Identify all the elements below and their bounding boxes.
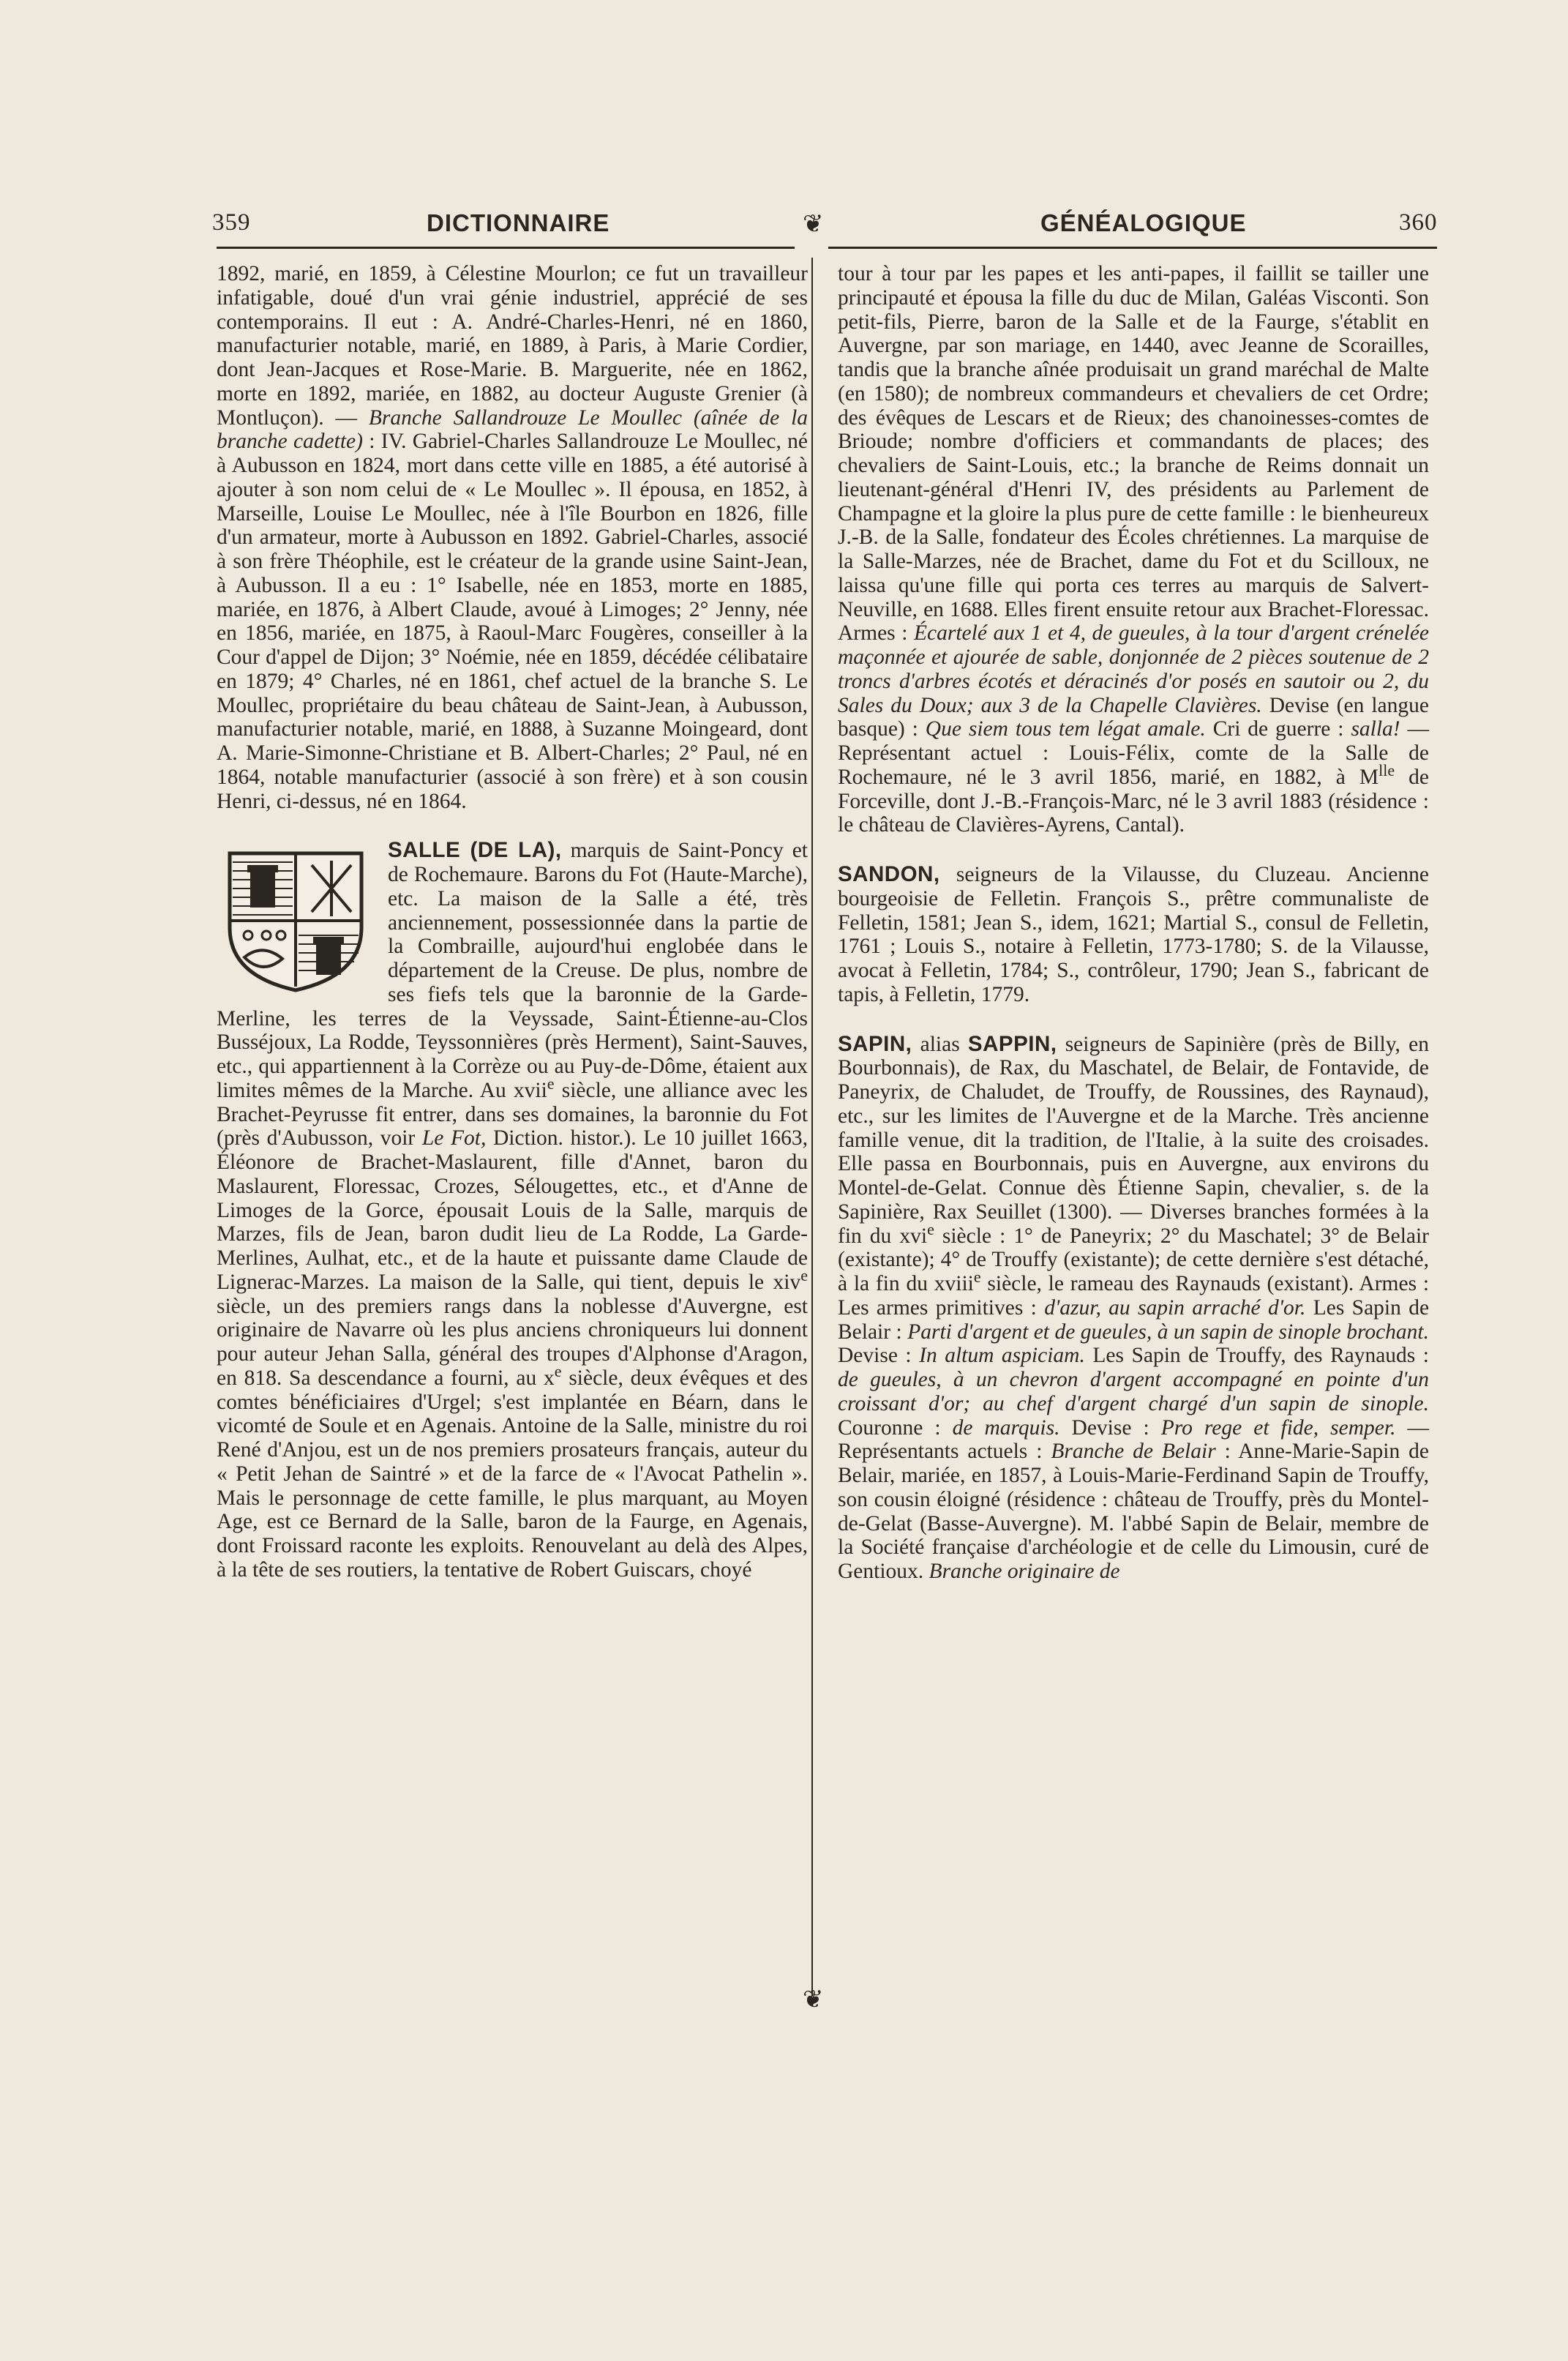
right-column	[838, 262, 1429, 1584]
header-title-right: GÉNÉALOGIQUE	[1040, 209, 1247, 236]
left-column	[217, 262, 808, 1582]
entry-sandon: SANDON, seigneurs de la Vilausse, du Cluzeau. Ancienne bourgeoisie de Felletin. François S., prêtre communaliste de Felletin, 1581; Jean S., idem, 1621; Martial S., consul de Felletin, 1761 ; Louis S., notaire à Felletin, 1773-1780; S. de la Vilausse, avocat à Felletin, 1784; S., contrôleur, 1790; Jean S., fabricant de tapis, à Felletin, 1779.	[838, 862, 1429, 1006]
entry-salle: SALLE (DE LA), marquis de Saint-Poncy et de Rochemaure. Barons du Fot (Haute-Marche), etc. La maison de la Salle a été, très anciennement, possessionnée dans la partie de la Combraille, aujourd'hui englobée dans le département de la Creuse. De plus, nombre de ses fiefs tels que la baronnie de la Garde-Merline, les terres de la Veyssade, Saint-Étienne-au-Clos Busséjoux, La Rodde, Teyssonnières (près Herment), Saint-Sauves, etc., qui appartiennent à la Corrèze ou au Puy-de-Dôme, étaient aux limites mêmes de la Marche. Au xvii$^e$ siècle, une alliance avec les Brachet-Peyrusse fit entrer, dans ses domaines, la baronnie du Fot (près d'Aubusson, voir Le Fot, Diction. histor.). Le 10 juillet 1663, Éléonore de Brachet-Maslaurent, fille d'Annet, baron du Maslaurent, Floressac, Crozes, Sélougettes, etc., et d'Anne de Limoges de la Gorce, épousait Louis de la Salle, marquis de Marzes, fils de Jean, baron dudit lieu de La Rodde, La Garde-Merlines, Aulhat, etc., et de la haute et puissante dame Claude de Lignerac-Marzes. La maison de la Salle, qui tient, depuis le xiv$^e$ siècle, un des premiers rangs dans la noblesse d'Auvergne, est originaire de Navarre où les plus anciens chroniqueurs lui donnent pour auteur Jehan Salla, général des troupes d'Alphonse d'Aragon, en 818. Sa descendance a fourni, au $x^e$ siècle, deux évêques et des comtes bénéficiaires d'Urgel; s'est implantée en Béarn, dans le vicomté de Soule et en Agenais. Antoine de la Salle, ministre du roi René d'Anjou, est un de nos premiers prosateurs français, auteur du « Petit Jehan de Saintré » et de la farce de « l'Avocat Pathelin ». Mais le personnage de cette famille, le plus marquant, au Moyen Age, est ce Bernard de la Salle, baron de la Faurge, en Agenais, dont Froissard raconte les exploits. Renouvelant au delà des Alpes, à la tête de ses routiers, la tentative de Robert Guiscars, choyé	[217, 838, 809, 1582]
paragraph: 1892, marié, en 1859, à Célestine Mourlon; ce fut un travailleur infatigable, doué d'un vrai génie industriel, apprécié de ses contemporains. Il eut : A. André-Charles-Henri, né en 1860, manufacturier notable, marié, en 1889, à Paris, à Marie Cordier, dont Jean-Jacques et Rose-Marie. B. Marguerite, née en 1862, morte en 1892, mariée, en 1882, au docteur Auguste Grenier (à Montluçon). — Branche Sallandrouze Le Moullec (aînée de la branche cadette) : IV. Gabriel-Charles Sallandrouze Le Moullec, né à Aubusson en 1824, mort dans cette ville en 1885, a été autorisé à ajouter à son nom celui de « Le Moullec ». Il épousa, en 1852, à Marseille, Louise Le Moullec, née à l'île Bourbon en 1826, fille d'un armateur, morte à Aubusson en 1892. Gabriel-Charles, associé à son frère Théophile, est le créateur de la grande usine Saint-Jean, à Aubusson. Il a eu : 1° Isabelle, née en 1853, morte en 1885, mariée, en 1876, à Albert Claude, avoué à Limoges; 2° Jenny, née en 1856, mariée, en 1875, à Raoul-Marc Fougères, conseiller à la Cour d'appel de Dijon; 3° Noémie, née en 1859, décédée célibataire en 1879; 4° Charles, né en 1861, chef actuel de la branche S. Le Moullec, propriétaire du beau château de Saint-Jean, à Aubusson, manufacturier notable, marié, en 1888, à Suzanne Moingeard, dont A. Marie-Simonne-Christiane et B. Albert-Charles; 2° Paul, né en 1864, notable manufacturier (associé à son frère) et à son cousin Henri, ci-dessus, né en 1864.	[217, 262, 809, 813]
entry-salle-continued: tour à tour par les papes et les anti-papes, il faillit se tailler une principauté et épousa la fille du duc de Milan, Galéas Visconti. Son petit-fils, Pierre, baron de la Salle et de la Faurge, s'établit en Auvergne, par son mariage, en 1440, avec Jeanne de Scorailles, tandis que la branche aînée produisait un grand maréchal de Malte (en 1580); de nombreux commandeurs et chevaliers de cet Ordre; des évêques de Lescars et de Rieux; des chanoinesses-comtes de Brioude; nombre d'officiers et commandants de places; des chevaliers de Saint-Louis, etc.; la branche de Reims donnait un lieutenant-général d'Henri IV, des présidents au Parlement de Champagne et la gloire la plus pure de cette famille : le bienheureux J.-B. de la Salle, fondateur des Écoles chrétiennes. La marquise de la Salle-Marzes, née de Brachet, dame du Fot et du Scilloux, ne laissa qu'une fille qui porta ces terres au marquis de Salvert-Neuville, en 1688. Elles firent ensuite retour aux Brachet-Floressac. Armes : Écartelé aux 1 et 4, de gueules, à la tour d'argent crénelée maçonnée et ajourée de sable, donjonnée de 2 pièces soutenue de 2 troncs d'arbres écotés et déracinés d'or posés en sautoir ou 2, du Sales du Doux; aux 3 de la Chapelle Clavières. Devise (en langue basque) : Que siem tous tem légat amale. Cri de guerre : salla! — Représentant actuel : Louis-Félix, comte de la Salle de Rochemaure, né le 3 avril 1856, marié, en 1882, à $M^{lle}$ de Forceville, dont J.-B.-François-Marc, né le 3 avril 1883 (résidence : le château de Clavières-Ayrens, Cantal).	[838, 262, 1430, 837]
fleuron-icon: ❦	[803, 211, 824, 238]
header-title-left: DICTIONNAIRE	[427, 209, 610, 236]
fleuron-icon: ❦	[803, 1986, 824, 2013]
coat-of-arms-icon	[222, 848, 369, 994]
header-rule-left	[217, 247, 795, 249]
page-number-right: 360	[1399, 209, 1438, 236]
entry-sapin: SAPIN, alias SAPPIN, seigneurs de Sapinière (près de Billy, en Bourbonnais), de Rax, du Maschatel, de Belair, de Fontavide, de Paneyrix, de Chaludet, de Trouffy, de Roussines, des Raynaud), etc., sur les limites de l'Auvergne et de la Marche. Très ancienne famille venue, dit la tradition, de l'Italie, à la suite des croisades. Elle passa en Bourbonnais, puis en Auvergne, aux environs du Montel-de-Gelat. Connue dès Étienne Sapin, chevalier, s. de la Sapinière, Rax Seuillet (1300). — Diverses branches formées à la fin du xvi$^e$ siècle : 1° de Paneyrix; 2° du Maschatel; 3° de Belair (existante); 4° de Trouffy (existante); de cette dernière s'est détaché, à la fin du xviii$^e$ siècle, le rameau des Raynauds (existant). Armes : Les armes primitives : d'azur, au sapin arraché d'or. Les Sapin de Belair : Parti d'argent et de gueules, à un sapin de sinople brochant. Devise : In altum aspiciam. Les Sapin de Trouffy, des Raynauds : de gueules, à un chevron d'argent accompagné en pointe d'un croissant d'or; au chef d'argent chargé d'un sapin de sinople. Couronne : de marquis. Devise : Pro rege et fide, semper. — Représentants actuels : Branche de Belair : Anne-Marie-Sapin de Belair, mariée, en 1857, à Louis-Marie-Ferdinand Sapin de Trouffy, son cousin éloigné (résidence : château de Trouffy, près du Montel-de-Gelat (Basse-Auvergne). M. l'abbé Sapin de Belair, membre de la Société française d'archéologie et de celle du Limousin, curé de Gentioux. Branche originaire de	[838, 1031, 1430, 1583]
page-number-left: 359	[212, 209, 251, 236]
column-divider	[811, 258, 813, 1997]
header-rule-right	[828, 247, 1437, 249]
